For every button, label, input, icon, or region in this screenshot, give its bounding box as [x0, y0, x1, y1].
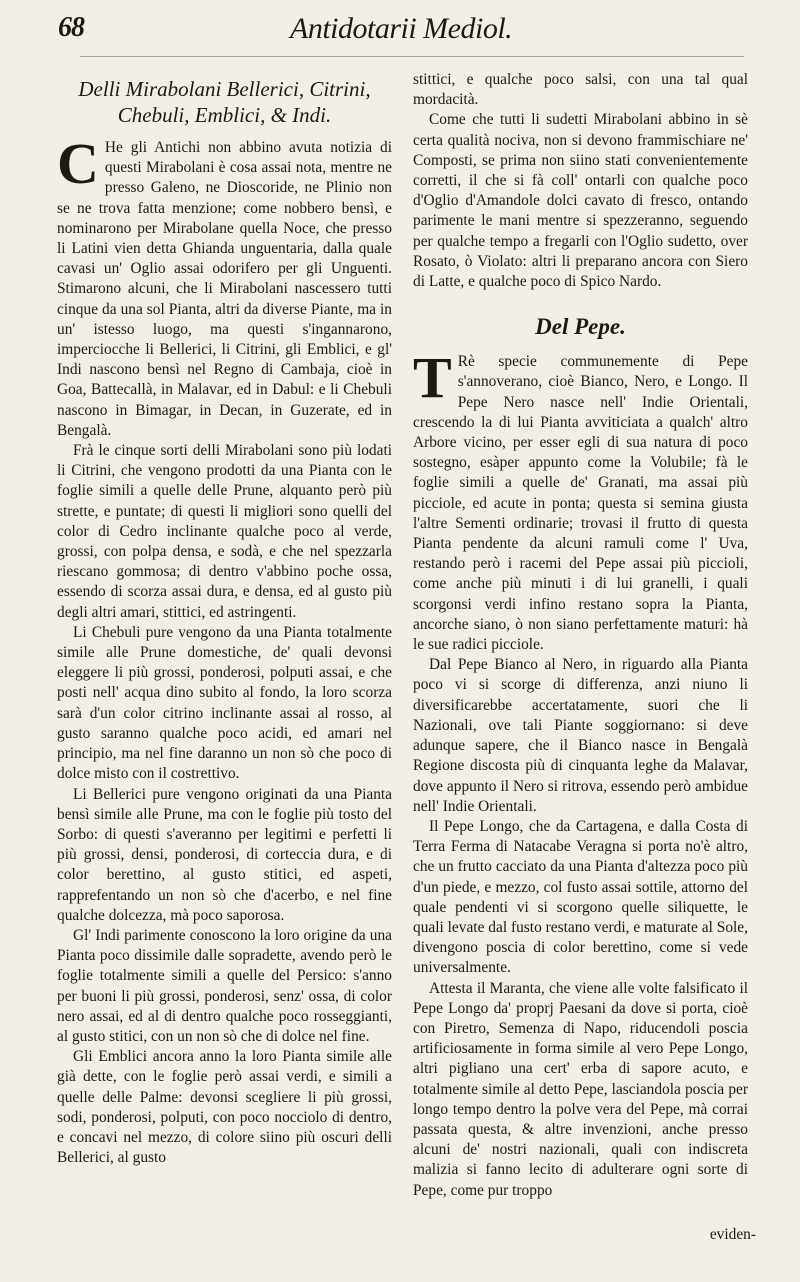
paragraph: Gli Emblici ancora anno la loro Pianta simile alle già dette, con le foglie però assai verdi, e simili a quelle delle Palme: devonsi scegliere li più grossi, sodi, ponderosi, polputi, con poco nocciolo di dentro, e concavi nel mezzo, di colore siino più oscuri delli Bellerici, al gusto	[57, 1048, 392, 1167]
paragraph: Come che tutti li sudetti Mirabolani abbino in sè certa qualità nociva, non si devono frammischiare ne' Composti, se prima non siino stati convenientemente corretti, il che si fà coll' ontarli con qualche poco d'Oglio d'Amandole dolci cavato di fresco, ontando parimente le mani mentre si spezzeranno, seguendo per qualche tempo a fregarli con l'Oglio sudetto, over Rosato, ò Violato: altri li preparano ancora con Siero di Latte, e qualche poco di Spico Nardo.	[413, 111, 748, 291]
drop-cap: T	[413, 345, 452, 411]
paragraph: Attesta il Maranta, che viene alle volte falsificato il Pepe Longo da' proprj Paesani da dove si porta, cioè con Piretro, Semenza di Napo, riducendoli poscia artificiosamente in forma simile al vero Pepe Longo, altri pigliano una cert' erba di sapore acuto, e totalmente simile al detto Pepe, lasciandola poscia per longo tempo dentro la polve vera del Pepe, mà corrai passata questa, & altre invenzioni, anche presso alcuni de' nostri nazionali, quali con indiscreta malizia si fanno lecito di adulterare ogni sorte di Pepe, come pur troppo	[413, 979, 748, 1199]
paragraph: Li Bellerici pure vengono originati da una Pianta bensì simile alle Prune, ma con le foglie più tosto del Sorbo: di questi s'averanno per legitimi e perfetti li più grossi, densi, ponderosi, di corteccia dura, e di color berettino, al gusto stitici, ed aspeti, rapprefentando un non sò che d'acerbo, e nel fine qualche dolcezza, mà poco saporosa.	[57, 785, 392, 924]
paragraph: Gl' Indi parimente conoscono la loro origine da una Pianta poco dissimile dalle sopradette, avendo però le foglie totalmente simili a quelle del Persico: s'anno per buoni li più grossi, ponderosi, senz' ossa, di color nero assai, ed al di dentro qualche poco rosseggianti, al gusto stitici, con un non sò che di dolce nel fine.	[57, 926, 392, 1045]
drop-cap: C	[57, 131, 99, 196]
running-head: Antidotarii Mediol.	[290, 12, 513, 45]
catchword: eviden-	[709, 1226, 756, 1243]
header-rule	[80, 56, 744, 57]
left-column	[57, 70, 392, 1168]
paragraph: Il Pepe Longo, che da Cartagena, e dalla Costa di Terra Ferma di Natacabe Veragna si porta no'è altro, che un frutto cacciato da una Pianta d'altezza poco più d'un piede, e mezzo, col fusto assai sottile, attorno del quale pendenti vi si scorgono quelle siliquette, le quali levate dal fusto restano verdi, e maturate al Sole, divengono poscia di color berettino, come si vede universalmente.	[413, 817, 748, 977]
paragraph	[413, 345, 748, 655]
page-number: 68	[58, 12, 84, 43]
page-header	[58, 12, 758, 54]
paragraph	[57, 131, 392, 441]
paragraph-text: He gli Antichi non abbino avuta notizia di questi Mirabolani è cosa assai nota, mentre ne presso Galeno, ne Dioscoride, ne Plinio non se ne trova fatta menzione; come nobbero bensì, e nominarono per Mirabolane quella Noce, che presso li Latini vien detta Ghianda unguentaria, dalla quale cavasi un' Oglio assai odorifero per gli Unguenti. Stimarono alcuni, che li Mirabolani nascessero tutti cinque da una sol Pianta, altri da diverse Piante, ma in un' istesso luogo, ma questi s'ingannarono, imperciocche li Bellerici, li Citrini, gli Emblici, e gl' Indi nascono bensì nel Regno di Cambaja, cioè in Goa, Battecallà, in Malavar, ed in Dabul: e li Chebuli nascono in Bimagar, in Decan, in Guzerate, ed in Bengalà.	[57, 139, 392, 439]
paragraph-text: Rè specie communemente di Pepe s'annoverano, cioè Bianco, Nero, e Longo. Il Pepe Nero nasce nell' Indie Orientali, crescendo la di lui Pianta avviticiata a qualch' altro Arbore vicino, per esser egli di sua natura di poco sostegno, esàper appunto come la Volubile; fà le foglie simili a quelle de' Granati, ma assai più picciole, ed acute in ponta; questa si semina giusta l'altre Sementi ordinarie; trovasi il frutto di questa Pianta pendente da alcuni ramuli come l' Uva, restando però i racemi del Pepe assai più piccioli, come anche più minuti i di lui granelli, i quali scorgonsi verdi infino restano sopra la Pianta, ancorche siano, ò non siano perfettamente maturi: hà le sue radici picciole.	[413, 353, 748, 654]
right-column	[413, 70, 748, 1201]
section-title-mirabolani: Delli Mirabolani Bellerici, Citrini, Chebuli, Emblici, & Indi.	[78, 77, 371, 127]
paragraph: Frà le cinque sorti delli Mirabolani sono più lodati li Citrini, che vengono prodotti da una Pianta con le foglie simili a quelle delle Prune, alquanto però più strette, e puntate; di questi li migliori sono quelli del color di Cedro inclinante qualche poco al verde, grossi, con polpa densa, e sodà, e che nel spezzarla riescano gommosa; di dentro v'abbino poche ossa, essendo di scorza assai dura, e densa, ed al gusto più degli altri amari, stittici, ed astringenti.	[57, 442, 392, 621]
paragraph: stittici, e qualche poco salsi, con una tal qual mordacità.	[413, 71, 748, 109]
paragraph: Dal Pepe Bianco al Nero, in riguardo alla Pianta poco vi si scorge di differenza, anzi niuno li diversificarebbe accertatamente, suori che li Nazionali, ove tali Piante soggiornano: si deve adunque sapere, che il Bianco nasce in Bengalà Regione discosta più di cinquanta leghe da Malavar, dove appunto il Nero si ritrova, essendo però ambidue nell' Indie Orientali.	[413, 656, 748, 815]
section-title-pepe: Del Pepe.	[535, 314, 626, 340]
paragraph: Li Chebuli pure vengono da una Pianta totalmente simile alle Prune domestiche, de' quali devonsi eleggere li più grossi, ponderosi, polputi assai, e che posti nell' acqua dino subito al fondo, la loro scorza sarà d'un color citrino inclinante assai al rosso, al gusto saranno qualche poco acidi, ed amari nel principio, ma nel fine daranno un non sò che poco di dolce misto con il costrettivo.	[57, 623, 392, 783]
